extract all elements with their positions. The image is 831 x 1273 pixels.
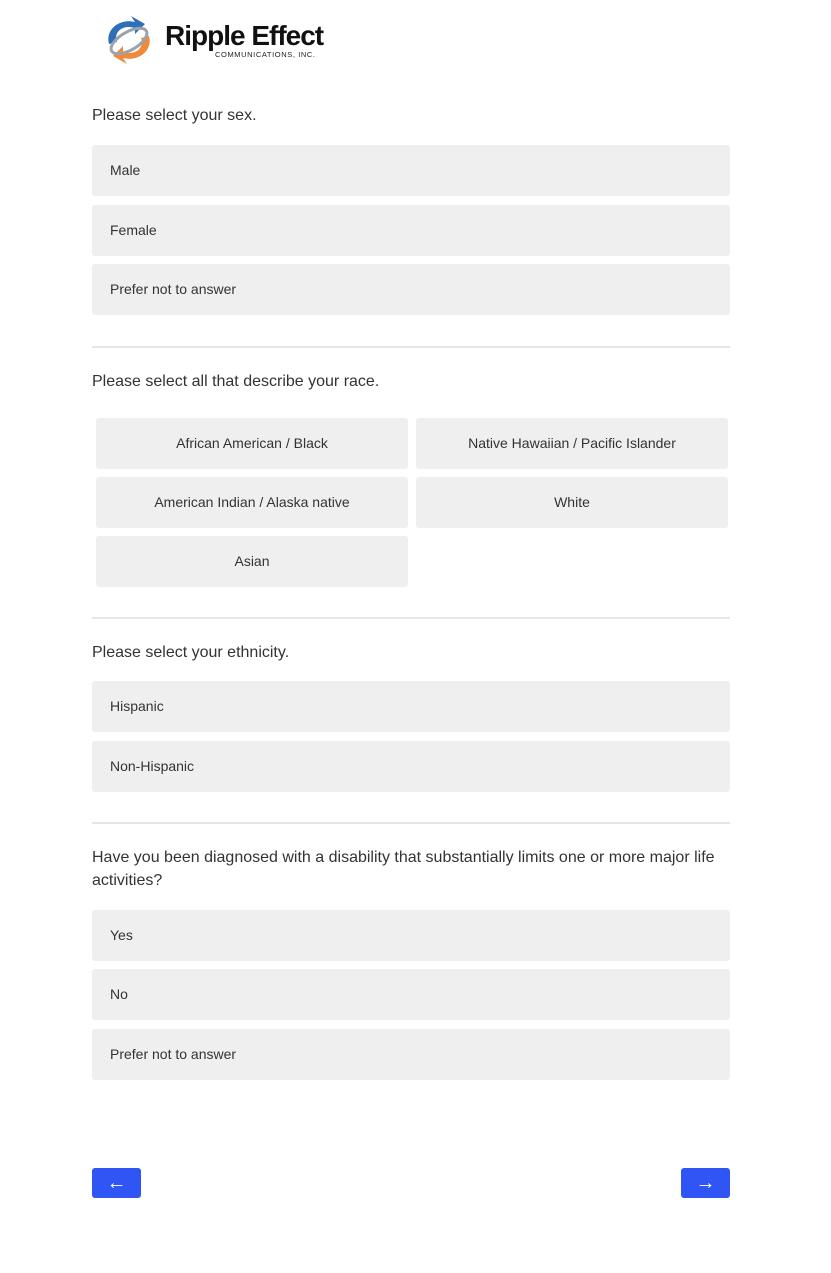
back-button[interactable]: ← (92, 1168, 141, 1198)
option-race-native-hawaiian[interactable]: Native Hawaiian / Pacific Islander (416, 418, 728, 469)
option-disability-prefer-not[interactable]: Prefer not to answer (92, 1029, 730, 1080)
option-ethnicity-non-hispanic[interactable]: Non-Hispanic (92, 741, 730, 792)
question-disability: Have you been diagnosed with a disability that substantially limits one or more major life activities? (92, 849, 715, 889)
option-race-asian[interactable]: Asian (96, 536, 408, 587)
option-sex-prefer-not[interactable]: Prefer not to answer (92, 264, 730, 315)
logo-subtitle: COMMUNICATIONS, INC. (215, 50, 316, 59)
question-race: Please select all that describe your race. (92, 373, 380, 390)
question-ethnicity: Please select your ethnicity. (92, 644, 290, 661)
option-disability-no[interactable]: No (92, 969, 730, 1020)
next-button[interactable]: → (681, 1168, 730, 1198)
section-divider (92, 617, 730, 619)
option-race-white[interactable]: White (416, 477, 728, 528)
ripple-logo-icon (97, 14, 161, 68)
logo-wordmark: Ripple Effect (165, 20, 324, 51)
option-race-african-american[interactable]: African American / Black (96, 418, 408, 469)
option-sex-female[interactable]: Female (92, 205, 730, 256)
option-race-american-indian[interactable]: American Indian / Alaska native (96, 477, 408, 528)
ripple-effect-logo (97, 14, 337, 68)
section-divider (92, 346, 730, 348)
option-disability-yes[interactable]: Yes (92, 910, 730, 961)
question-sex: Please select your sex. (92, 107, 257, 124)
option-sex-male[interactable]: Male (92, 145, 730, 196)
option-ethnicity-hispanic[interactable]: Hispanic (92, 681, 730, 732)
section-divider (92, 822, 730, 824)
